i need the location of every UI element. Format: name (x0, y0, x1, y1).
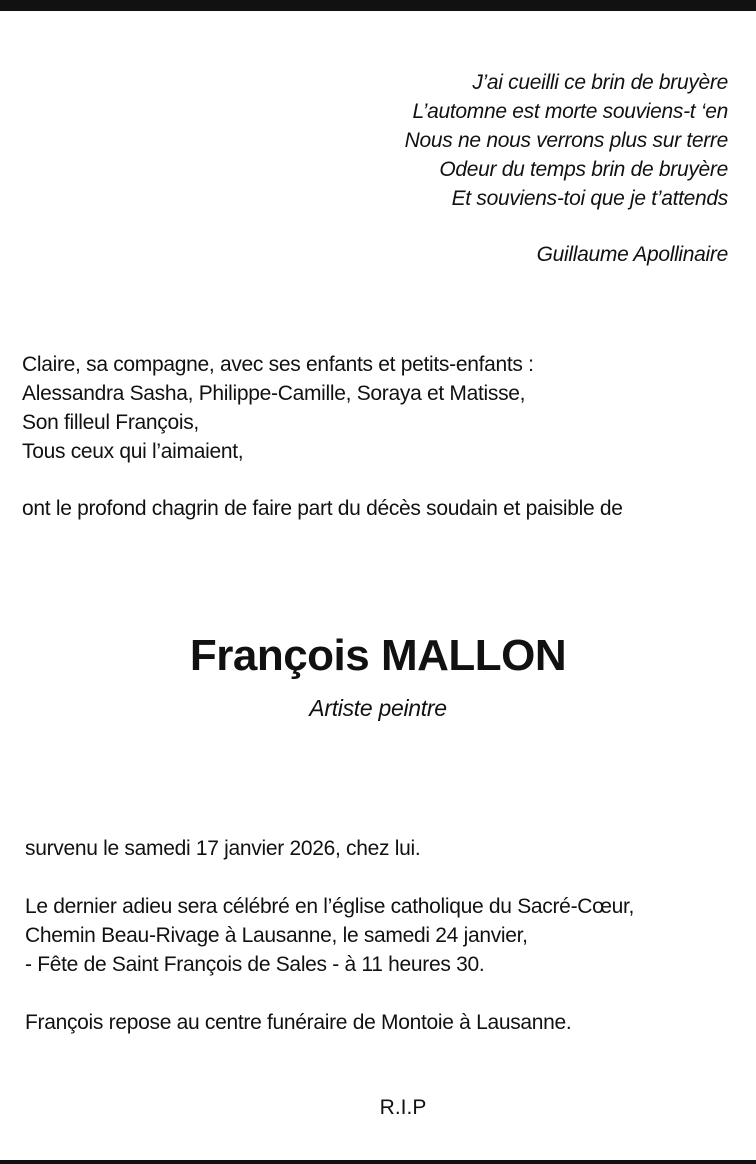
poem-line: Nous ne nous verrons plus sur terre (404, 129, 728, 152)
announcement-text: ont le profond chagrin de faire part du décès soudain et paisible de (22, 497, 623, 520)
bottom-border (0, 1160, 756, 1164)
deceased-name: François MALLON (189, 631, 567, 680)
mourners-line: Son filleul François, (22, 411, 199, 434)
repose-statement: François repose au centre funéraire de Montoie à Lausanne. (25, 1011, 572, 1034)
ceremony-line: Le dernier adieu sera célébré en l’église catholique du Sacré-Cœur, (25, 895, 635, 918)
spacer (25, 863, 634, 892)
poem-author: Guillaume Apollinaire (536, 243, 728, 266)
poem-line: Odeur du temps brin de bruyère (439, 158, 728, 181)
deceased-profession: Artiste peintre (309, 695, 447, 721)
funeral-details (25, 834, 634, 1037)
poem-line: L’automne est morte souviens-t ‘en (412, 100, 728, 123)
ceremony-line: - Fête de Saint François de Sales - à 11 heures 30. (25, 953, 485, 976)
poem-line: J’ai cueilli ce brin de bruyère (472, 71, 728, 94)
spacer (25, 979, 634, 1008)
death-statement: survenu le samedi 17 janvier 2026, chez lui. (25, 837, 421, 860)
mourners-line: Alessandra Sasha, Philippe-Camille, Soraya et Matisse, (22, 382, 526, 405)
poem-line: Et souviens-toi que je t’attends (451, 187, 728, 210)
top-border (0, 0, 756, 11)
poem (405, 68, 728, 213)
mourners-line: Tous ceux qui l’aimaient, (22, 440, 244, 463)
rip-closing: R.I.P (379, 1096, 427, 1119)
mourners-list (22, 350, 534, 466)
mourners-line: Claire, sa compagne, avec ses enfants et petits-enfants : (22, 353, 534, 376)
ceremony-line: Chemin Beau-Rivage à Lausanne, le samedi 24 janvier, (25, 924, 528, 947)
